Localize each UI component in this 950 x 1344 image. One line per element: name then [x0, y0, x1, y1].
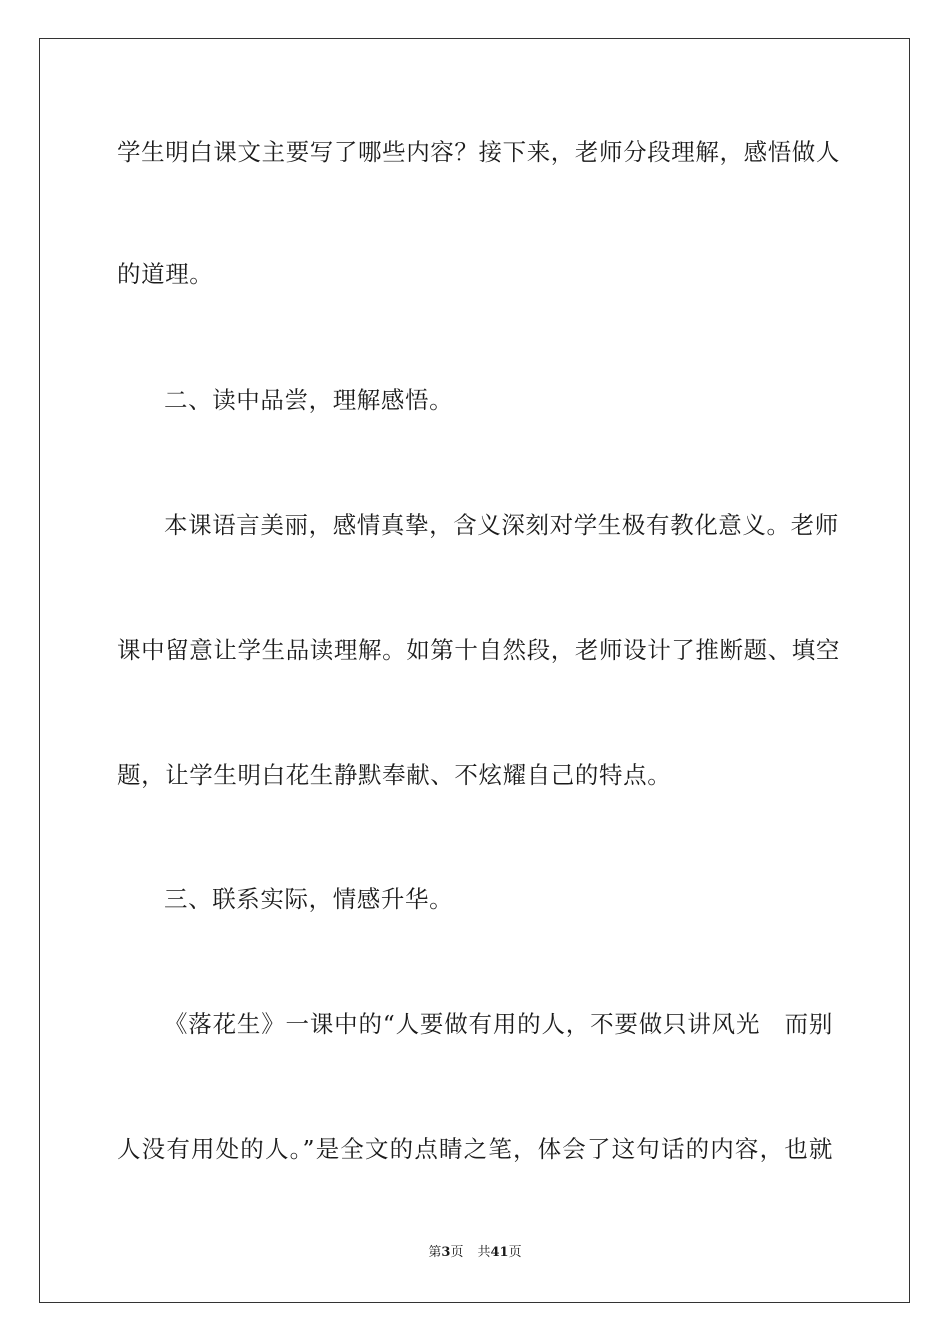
text-line: 学生明白课文主要写了哪些内容？接下来，老师分段理解，感悟做人: [117, 138, 840, 166]
page-border: [39, 38, 910, 1303]
page-prefix: 第: [428, 1245, 442, 1260]
page-number: 3: [441, 1245, 451, 1260]
text-line: 《落花生》一课中的“人要做有用的人，不要做只讲风光 而别: [164, 1010, 833, 1038]
text-line: 课中留意让学生品读理解。如第十自然段，老师设计了推断题、填空: [117, 636, 840, 664]
text-line: 的道理。: [117, 260, 214, 288]
section-heading: 二、读中品尝，理解感悟。: [164, 386, 454, 414]
text-line: 本课语言美丽，感情真挚，含义深刻对学生极有教化意义。老师: [164, 511, 839, 539]
page-footer: [0, 1244, 950, 1262]
total-pages: 41: [490, 1245, 509, 1260]
text-line: 题，让学生明白花生静默奉献、不炫耀自己的特点。: [117, 761, 672, 789]
section-heading: 三、联系实际，情感升华。: [164, 885, 454, 913]
page-suffix: 页: [450, 1245, 464, 1260]
total-prefix: 共: [477, 1245, 491, 1260]
total-suffix: 页: [508, 1245, 522, 1260]
text-line: 人没有用处的人。”是全文的点睛之笔，体会了这句话的内容，也就: [117, 1135, 833, 1163]
